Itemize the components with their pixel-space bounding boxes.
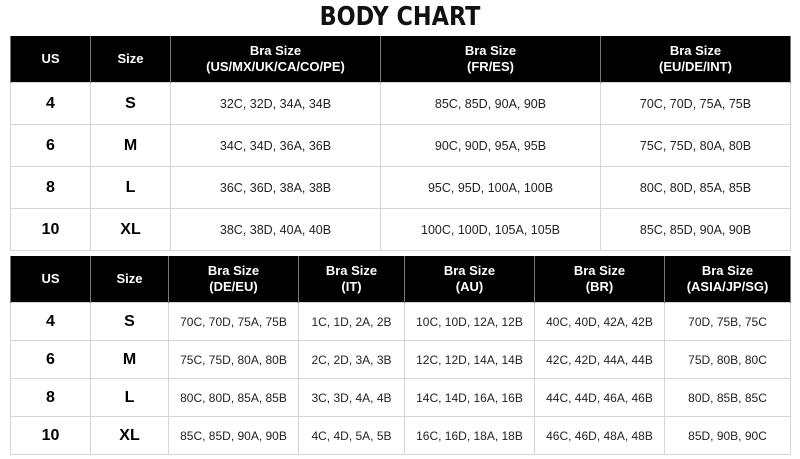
cell-bra-size: 85C, 85D, 90A, 90B [381,83,601,125]
cell-bra-size: 95C, 95D, 100A, 100B [381,167,601,209]
cell-bra-size: 70D, 75B, 75C [665,303,791,341]
table-row [11,83,791,125]
cell-bra-size: 38C, 38D, 40A, 40B [171,209,381,251]
table-row [11,209,791,251]
table-row [11,341,791,379]
table-row [11,417,791,455]
cell-us: 4 [11,303,91,341]
header-bra-size-eu: Bra Size (EU/DE/INT) [601,36,791,83]
header-us: US [11,36,91,83]
size-chart-table-2 [10,256,791,455]
cell-bra-size: 34C, 34D, 36A, 36B [171,125,381,167]
cell-us: 6 [11,341,91,379]
cell-us: 8 [11,379,91,417]
table-row [11,303,791,341]
cell-bra-size: 36C, 36D, 38A, 38B [171,167,381,209]
cell-size: XL [91,209,171,251]
header-bra-size-br: Bra Size (BR) [535,256,665,303]
cell-bra-size: 85C, 85D, 90A, 90B [169,417,299,455]
cell-bra-size: 4C, 4D, 5A, 5B [299,417,405,455]
cell-bra-size: 44C, 44D, 46A, 46B [535,379,665,417]
cell-size: XL [91,417,169,455]
cell-us: 6 [11,125,91,167]
cell-bra-size: 3C, 3D, 4A, 4B [299,379,405,417]
table-header-row [11,256,791,303]
header-size: Size [91,36,171,83]
cell-us: 10 [11,417,91,455]
cell-size: M [91,341,169,379]
cell-bra-size: 70C, 70D, 75A, 75B [169,303,299,341]
cell-bra-size: 32C, 32D, 34A, 34B [171,83,381,125]
cell-bra-size: 14C, 14D, 16A, 16B [405,379,535,417]
size-chart-table-1 [10,36,791,251]
table-row [11,125,791,167]
cell-bra-size: 10C, 10D, 12A, 12B [405,303,535,341]
cell-bra-size: 85C, 85D, 90A, 90B [601,209,791,251]
cell-bra-size: 40C, 40D, 42A, 42B [535,303,665,341]
cell-bra-size: 2C, 2D, 3A, 3B [299,341,405,379]
header-bra-size-de: Bra Size (DE/EU) [169,256,299,303]
cell-bra-size: 42C, 42D, 44A, 44B [535,341,665,379]
cell-size: S [91,83,171,125]
cell-bra-size: 85D, 90B, 90C [665,417,791,455]
header-bra-size-asia: Bra Size (ASIA/JP/SG) [665,256,791,303]
cell-bra-size: 70C, 70D, 75A, 75B [601,83,791,125]
cell-size: M [91,125,171,167]
header-size: Size [91,256,169,303]
cell-bra-size: 75D, 80B, 80C [665,341,791,379]
cell-bra-size: 46C, 46D, 48A, 48B [535,417,665,455]
cell-us: 4 [11,83,91,125]
cell-bra-size: 90C, 90D, 95A, 95B [381,125,601,167]
cell-bra-size: 80C, 80D, 85A, 85B [169,379,299,417]
header-bra-size-it: Bra Size (IT) [299,256,405,303]
header-bra-size-au: Bra Size (AU) [405,256,535,303]
cell-bra-size: 80D, 85B, 85C [665,379,791,417]
cell-bra-size: 100C, 100D, 105A, 105B [381,209,601,251]
header-bra-size-fr: Bra Size (FR/ES) [381,36,601,83]
header-bra-size-us: Bra Size (US/MX/UK/CA/CO/PE) [171,36,381,83]
cell-bra-size: 75C, 75D, 80A, 80B [601,125,791,167]
table-header-row [11,36,791,83]
cell-size: L [91,379,169,417]
cell-us: 10 [11,209,91,251]
cell-bra-size: 80C, 80D, 85A, 85B [601,167,791,209]
page-title: BODY CHART [319,2,481,32]
cell-size: L [91,167,171,209]
cell-bra-size: 12C, 12D, 14A, 14B [405,341,535,379]
cell-size: S [91,303,169,341]
cell-bra-size: 1C, 1D, 2A, 2B [299,303,405,341]
cell-bra-size: 16C, 16D, 18A, 18B [405,417,535,455]
table-row [11,379,791,417]
table-row [11,167,791,209]
header-us: US [11,256,91,303]
cell-us: 8 [11,167,91,209]
cell-bra-size: 75C, 75D, 80A, 80B [169,341,299,379]
